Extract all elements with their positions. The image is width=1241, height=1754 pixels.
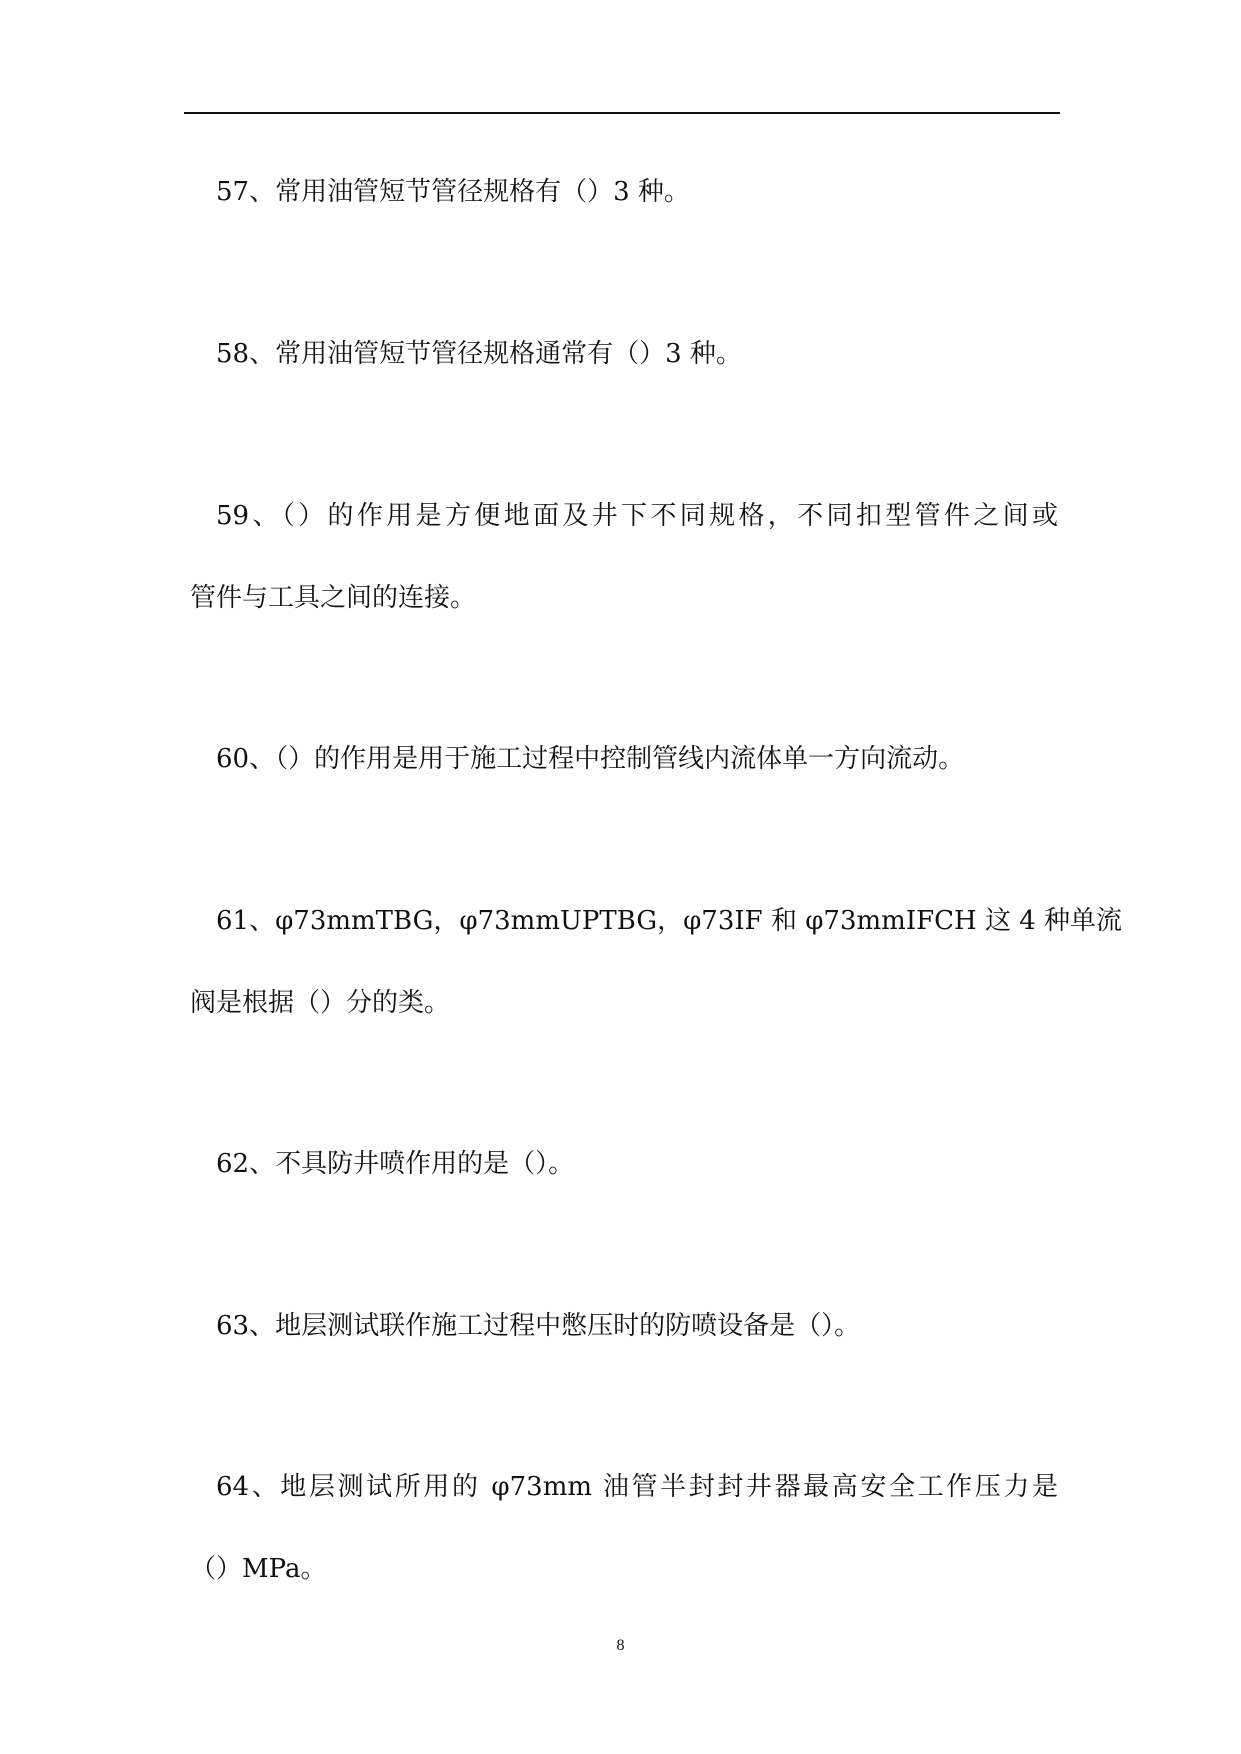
question-58: 58、常用油管短节管径规格通常有（）3 种。	[216, 339, 742, 369]
question-60: 60、（）的作用是用于施工过程中控制管线内流体单一方向流动。	[216, 744, 965, 774]
question-61-line-1: 61、φ73mmTBG，φ73mmUPTBG，φ73IF 和 φ73mmIFCH 这 4 种单流	[216, 906, 1123, 936]
question-62: 62、不具防井喷作用的是（）。	[216, 1149, 575, 1179]
question-61-line-2: 阀是根据（）分的类。	[190, 988, 451, 1018]
question-59-line-1: 59、（）的作用是方便地面及井下不同规格，不同扣型管件之间或	[216, 501, 1058, 531]
question-59-line-2: 管件与工具之间的连接。	[190, 583, 477, 613]
page-number: 8	[616, 1637, 625, 1654]
question-57: 57、常用油管短节管径规格有（）3 种。	[216, 177, 690, 207]
question-64-line-2: （）MPa。	[190, 1554, 327, 1584]
question-64-line-1: 64、地层测试所用的 φ73mm 油管半封封井器最高安全工作压力是	[216, 1472, 1058, 1502]
question-63: 63、地层测试联作施工过程中憋压时的防喷设备是（）。	[216, 1311, 861, 1341]
header-rule	[184, 112, 1060, 114]
